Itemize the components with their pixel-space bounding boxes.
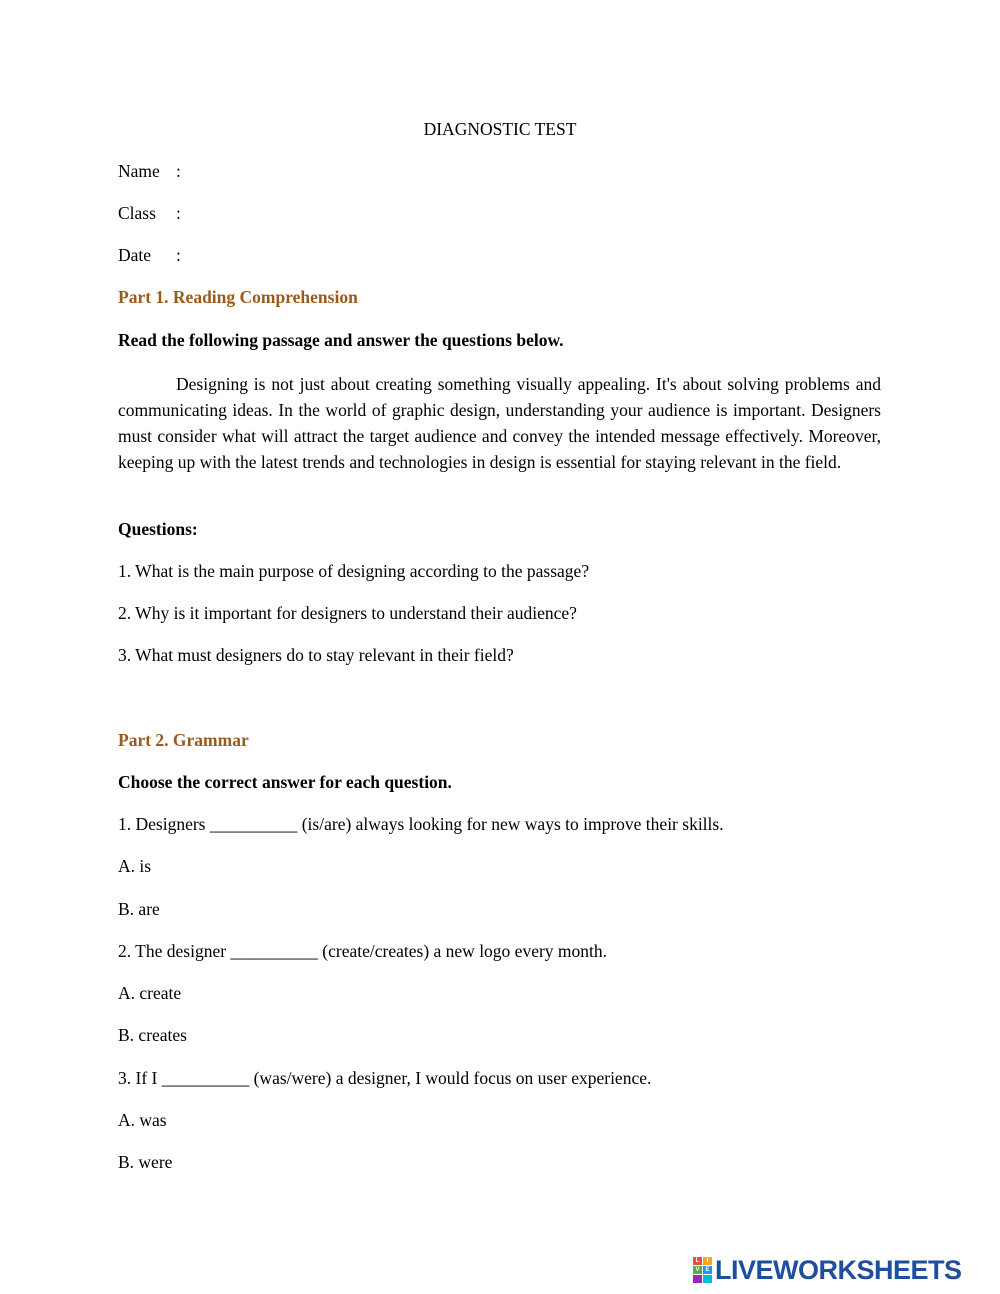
logo-mark-cell: V xyxy=(693,1266,702,1274)
reading-passage: Designing is not just about creating something visually appealing. It's about solving problems and communicating ideas. In the world of graphic design, understanding your audience is important. Designers must consider what will attract the target audience and convey the intended message effectively. Moreover, keeping up with the latest trends and technologies in design is essential for staying relevant in the field. xyxy=(118,374,881,472)
class-label: Class xyxy=(118,203,156,223)
reading-question-2: 2. Why is it important for designers to understand their audience? xyxy=(118,603,577,623)
date-label: Date xyxy=(118,245,152,265)
grammar-q3-option-b[interactable]: B. were xyxy=(118,1152,173,1172)
logo-mark-cell: I xyxy=(703,1257,712,1265)
logo-mark-cell xyxy=(703,1275,712,1283)
grammar-q2-option-b[interactable]: B. creates xyxy=(118,1025,187,1045)
part2-heading: Part 2. Grammar xyxy=(118,730,249,750)
name-label: Name xyxy=(118,161,160,181)
date-separator: : xyxy=(176,245,181,265)
grammar-question-3: 3. If I __________ (was/were) a designer, I would focus on user experience. xyxy=(118,1068,652,1088)
name-field xyxy=(118,160,181,182)
date-field xyxy=(118,244,181,266)
grammar-q1-option-b[interactable]: B. are xyxy=(118,899,160,919)
reading-question-3: 3. What must designers do to stay relevant in their field? xyxy=(118,645,514,665)
page-title: DIAGNOSTIC TEST xyxy=(423,119,577,139)
logo-mark-cell: E xyxy=(703,1266,712,1274)
part1-heading: Part 1. Reading Comprehension xyxy=(118,287,358,307)
class-separator: : xyxy=(176,203,181,223)
liveworksheets-logo-text: LIVEWORKSHEETS xyxy=(715,1254,962,1285)
reading-question-1: 1. What is the main purpose of designing according to the passage? xyxy=(118,561,590,581)
grammar-question-2: 2. The designer __________ (create/creates) a new logo every month. xyxy=(118,941,608,961)
liveworksheets-logo-icon xyxy=(693,1257,712,1283)
grammar-q3-option-a[interactable]: A. was xyxy=(118,1110,167,1130)
part2-instruction: Choose the correct answer for each question. xyxy=(118,772,452,792)
questions-heading: Questions: xyxy=(118,519,198,539)
liveworksheets-logo xyxy=(693,1255,962,1285)
grammar-q1-option-a[interactable]: A. is xyxy=(118,856,152,876)
name-separator: : xyxy=(176,161,181,181)
grammar-q2-option-a[interactable]: A. create xyxy=(118,983,182,1003)
grammar-question-1: 1. Designers __________ (is/are) always looking for new ways to improve their skills. xyxy=(118,814,724,834)
logo-mark-cell: L xyxy=(693,1257,702,1265)
part1-instruction: Read the following passage and answer the questions below. xyxy=(118,330,564,350)
class-field xyxy=(118,202,181,224)
logo-mark-cell xyxy=(693,1275,702,1283)
